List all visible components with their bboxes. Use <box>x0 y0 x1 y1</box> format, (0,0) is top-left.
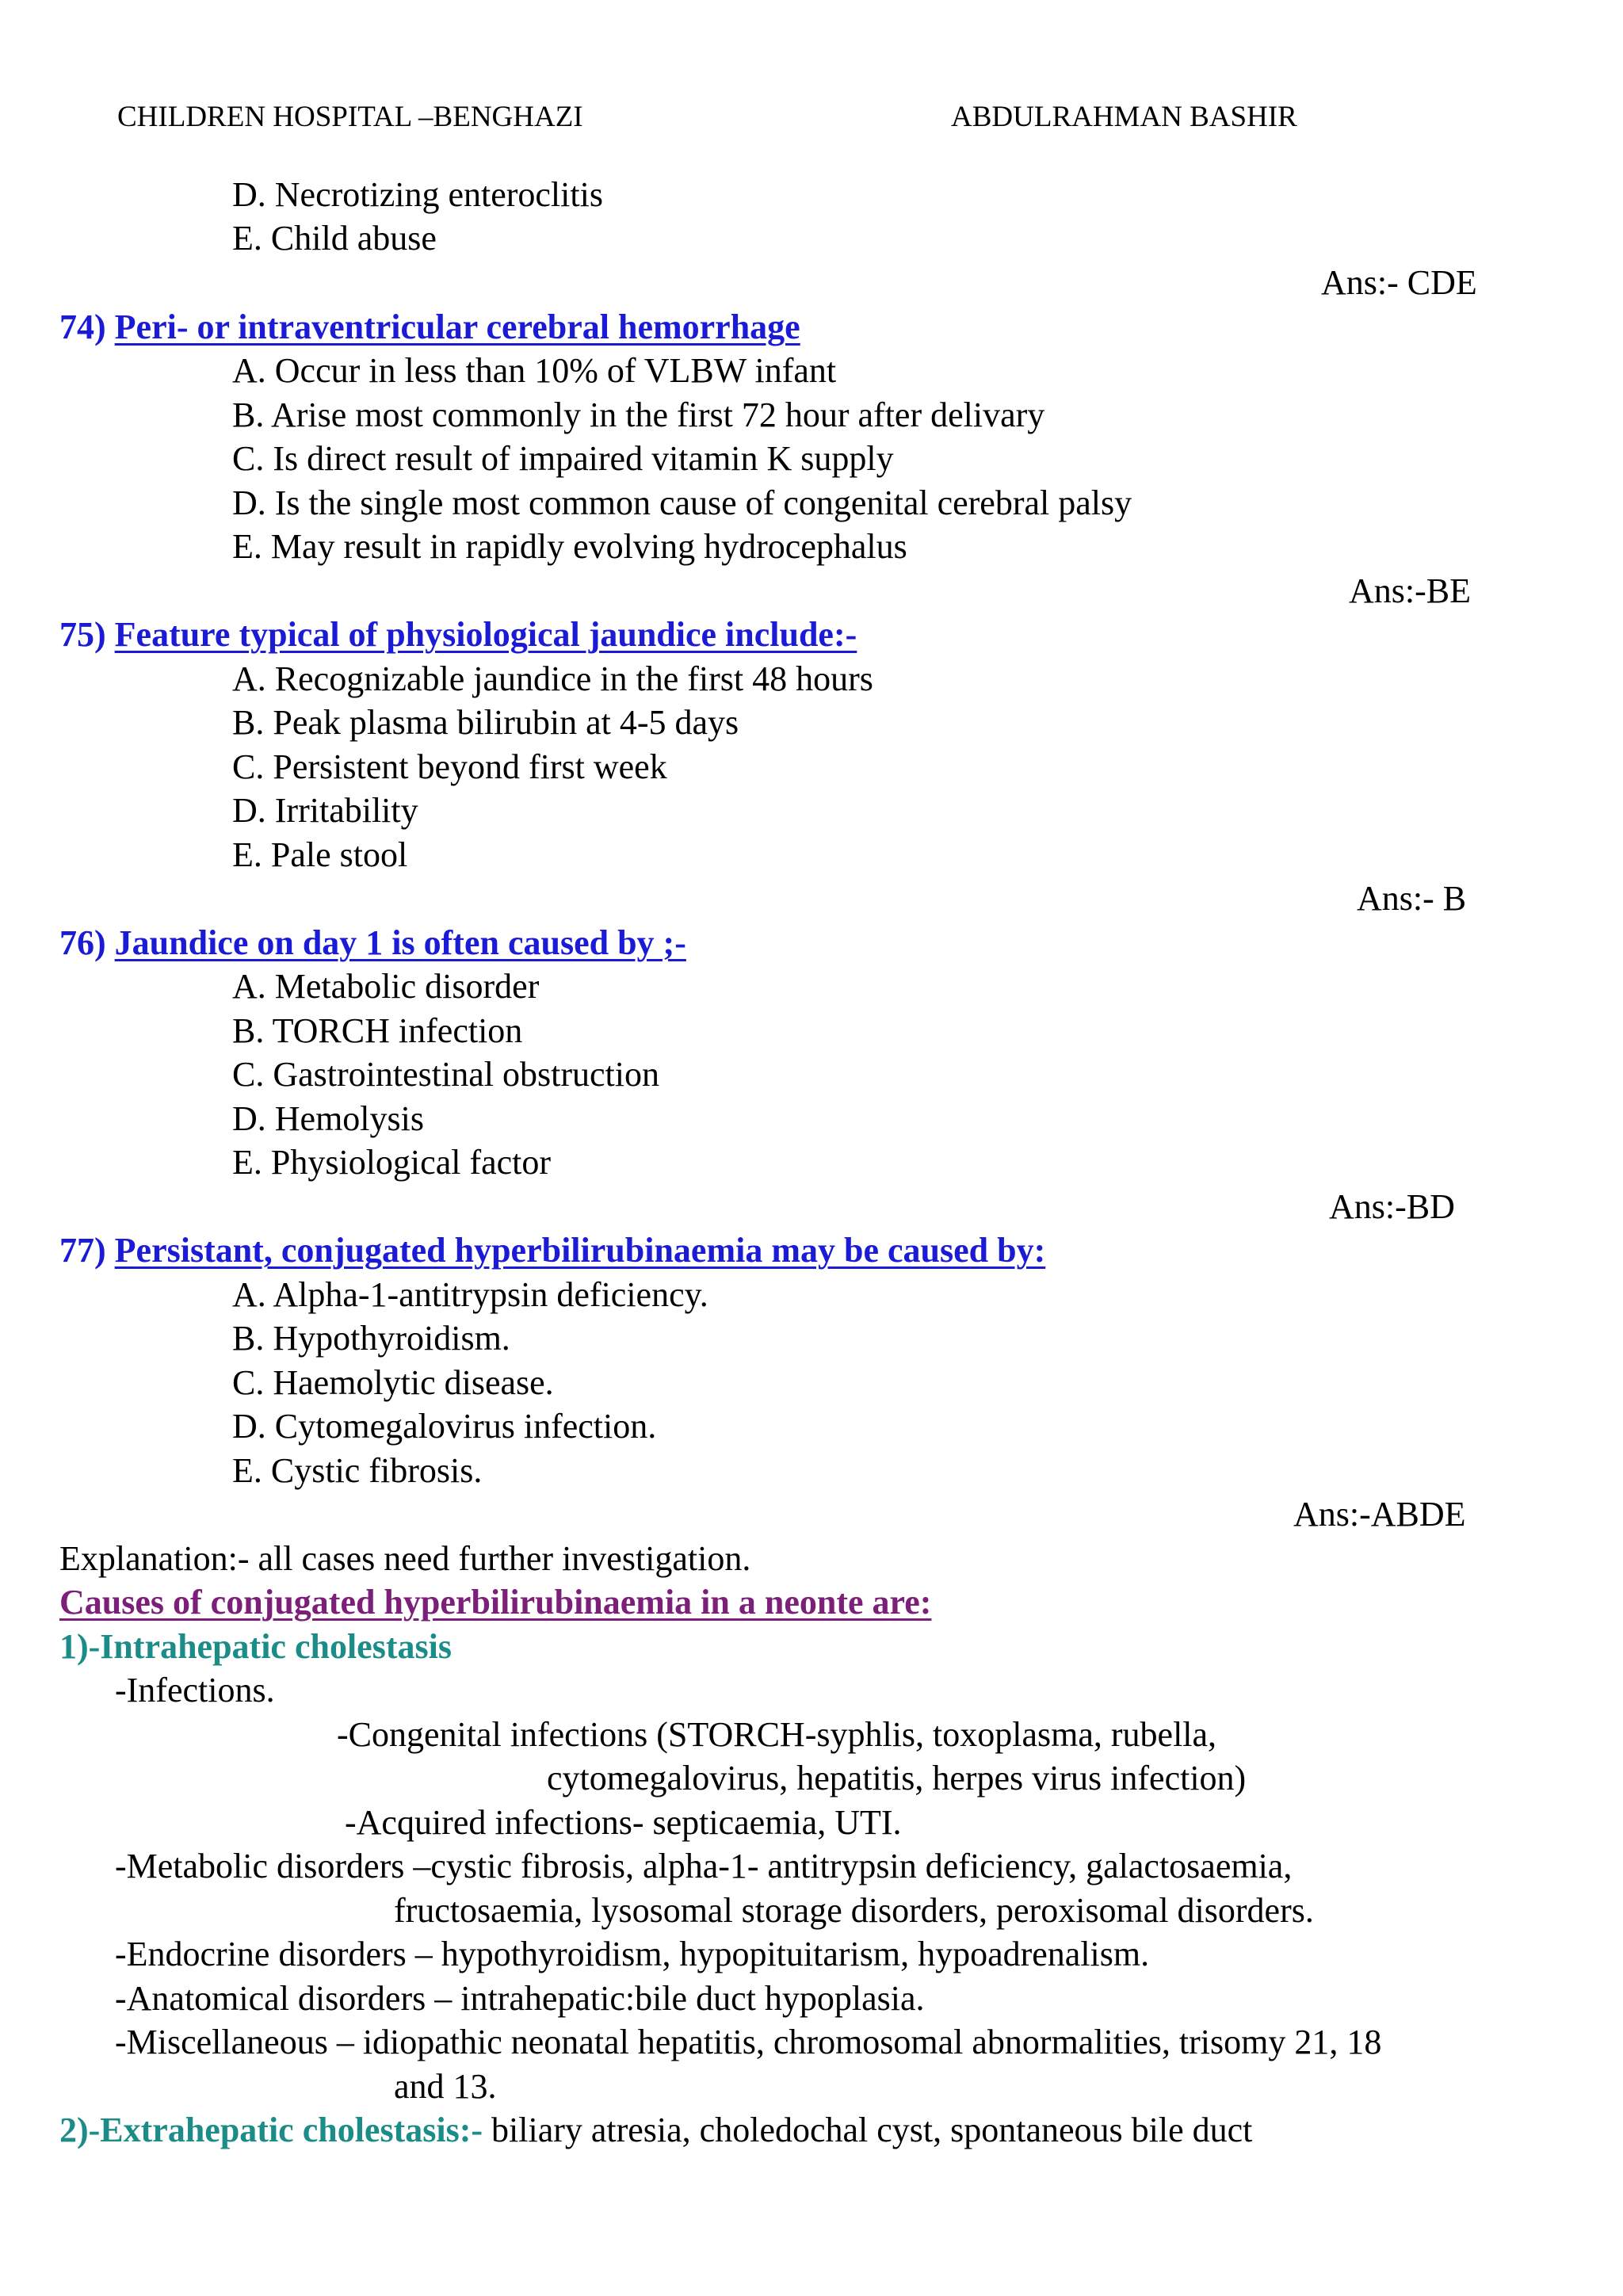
congenital-infections-text-cont: cytomegalovirus, hepatitis, herpes virus infection) <box>547 1759 1247 1797</box>
option-row <box>232 1449 482 1493</box>
option-letter: D. <box>232 483 266 522</box>
option-row <box>232 701 739 745</box>
option-text: Recognizable jaundice in the first 48 hours <box>274 659 873 698</box>
infections-text: -Infections. <box>115 1671 275 1710</box>
option-letter: C. <box>232 747 265 786</box>
option-text: Haemolytic disease. <box>273 1363 554 1402</box>
option-letter: E. <box>232 1143 262 1182</box>
option-row <box>232 789 418 833</box>
option-letter: E. <box>232 835 262 874</box>
option-letter: C. <box>232 439 265 478</box>
option-row <box>232 216 437 261</box>
option-text: Cytomegalovirus infection. <box>274 1407 657 1446</box>
answer-text: Ans:-ABDE <box>1293 1495 1466 1534</box>
option-letter: D. <box>232 791 266 830</box>
option-text: Cystic fibrosis. <box>270 1451 483 1490</box>
option-row <box>232 1140 551 1185</box>
option-row <box>232 1097 424 1141</box>
option-text: Pale stool <box>270 835 408 874</box>
option-row <box>232 1404 656 1449</box>
miscellaneous-text: -Miscellaneous – idiopathic neonatal hepatitis, chromosomal abnormalities, trisomy 21, 18 <box>115 2023 1382 2061</box>
option-text: Hemolysis <box>274 1099 425 1138</box>
option-row <box>232 1361 554 1405</box>
question-number: 76) <box>59 923 106 962</box>
metabolic-disorders-text: -Metabolic disorders –cystic fibrosis, alpha-1- antitrypsin deficiency, galactosaemia, <box>115 1847 1293 1885</box>
question-number: 77) <box>59 1231 106 1270</box>
congenital-infections-text: -Congenital infections (STORCH-syphlis, toxoplasma, rubella, <box>337 1715 1217 1754</box>
option-text: Child abuse <box>270 219 437 258</box>
header-left: CHILDREN HOSPITAL –BENGHAZI <box>117 101 583 133</box>
option-letter: E. <box>232 1451 262 1490</box>
option-row <box>232 525 907 569</box>
extrahepatic-text: biliary atresia, choledochal cyst, spontaneous bile duct <box>483 2111 1253 2149</box>
question-heading <box>59 613 857 657</box>
question-title: Peri- or intraventricular cerebral hemorrhage <box>114 308 800 346</box>
option-text: Peak plasma bilirubin at 4-5 days <box>273 703 739 742</box>
option-letter: A. <box>232 967 266 1006</box>
option-letter: A. <box>232 1275 266 1314</box>
answer-text: Ans:- CDE <box>1321 263 1477 302</box>
option-letter: D. <box>232 175 266 214</box>
option-text: Alpha-1-antitrypsin deficiency. <box>273 1275 708 1314</box>
option-text: Is direct result of impaired vitamin K supply <box>273 439 894 478</box>
option-row <box>232 481 1132 525</box>
option-letter: D. <box>232 1407 266 1446</box>
extrahepatic-row <box>59 2108 1252 2153</box>
option-row <box>232 1273 708 1317</box>
question-title: Feature typical of physiological jaundice include:- <box>114 615 857 654</box>
option-row <box>232 173 603 217</box>
option-row <box>232 657 873 701</box>
option-letter: D. <box>232 1099 266 1138</box>
option-text: Necrotizing enteroclitis <box>274 175 603 214</box>
causes-title: Causes of conjugated hyperbilirubinaemia in a neonte are: <box>59 1583 932 1622</box>
question-heading <box>59 305 800 350</box>
miscellaneous-text-cont: and 13. <box>394 2067 497 2106</box>
answer-text: Ans:-BE <box>1349 571 1471 610</box>
option-letter: E. <box>232 219 262 258</box>
option-row <box>232 833 407 877</box>
option-text: Physiological factor <box>270 1143 552 1182</box>
option-row <box>232 437 894 481</box>
option-text: Arise most commonly in the first 72 hour after delivary <box>270 395 1045 434</box>
question-heading <box>59 1228 1045 1273</box>
option-text: Persistent beyond first week <box>273 747 667 786</box>
option-row <box>232 1052 659 1097</box>
acquired-infections-text: -Acquired infections- septicaemia, UTI. <box>345 1803 902 1842</box>
anatomical-disorders-text: -Anatomical disorders – intrahepatic:bile duct hypoplasia. <box>115 1979 925 2018</box>
option-row <box>232 965 539 1009</box>
option-letter: E. <box>232 527 262 566</box>
explanation-text: Explanation:- all cases need further investigation. <box>59 1539 751 1578</box>
option-letter: C. <box>232 1363 265 1402</box>
option-letter: B. <box>232 1319 265 1358</box>
option-letter: A. <box>232 659 266 698</box>
option-letter: B. <box>232 395 265 434</box>
option-text: Occur in less than 10% of VLBW infant <box>274 351 837 390</box>
metabolic-disorders-text-cont: fructosaemia, lysosomal storage disorders, peroxisomal disorders. <box>394 1891 1314 1930</box>
question-title: Persistant, conjugated hyperbilirubinaemia may be caused by: <box>114 1231 1046 1270</box>
option-letter: C. <box>232 1055 265 1094</box>
option-letter: B. <box>232 703 265 742</box>
question-number: 74) <box>59 308 106 346</box>
option-row <box>232 1316 510 1361</box>
option-text: Is the single most common cause of congenital cerebral palsy <box>274 483 1132 522</box>
option-letter: A. <box>232 351 266 390</box>
question-number: 75) <box>59 615 106 654</box>
intrahepatic-heading: 1)-Intrahepatic cholestasis <box>59 1627 452 1666</box>
option-row <box>232 349 836 393</box>
answer-text: Ans:-BD <box>1329 1187 1455 1226</box>
question-heading <box>59 921 686 965</box>
endocrine-disorders-text: -Endocrine disorders – hypothyroidism, hypopituitarism, hypoadrenalism. <box>115 1935 1150 1973</box>
option-letter: B. <box>232 1011 265 1050</box>
option-row <box>232 393 1044 437</box>
option-text: Metabolic disorder <box>274 967 540 1006</box>
option-text: Hypothyroidism. <box>273 1319 510 1358</box>
answer-text: Ans:- B <box>1357 879 1467 918</box>
option-text: Irritability <box>274 791 418 830</box>
question-title: Jaundice on day 1 is often caused by ;- <box>114 923 686 962</box>
option-row <box>232 745 667 789</box>
extrahepatic-heading: 2)-Extrahepatic cholestasis:- <box>59 2111 483 2149</box>
header-right: ABDULRAHMAN BASHIR <box>951 101 1297 133</box>
option-text: Gastrointestinal obstruction <box>273 1055 659 1094</box>
option-text: May result in rapidly evolving hydrocephalus <box>270 527 907 566</box>
option-row <box>232 1009 522 1053</box>
option-text: TORCH infection <box>272 1011 523 1050</box>
